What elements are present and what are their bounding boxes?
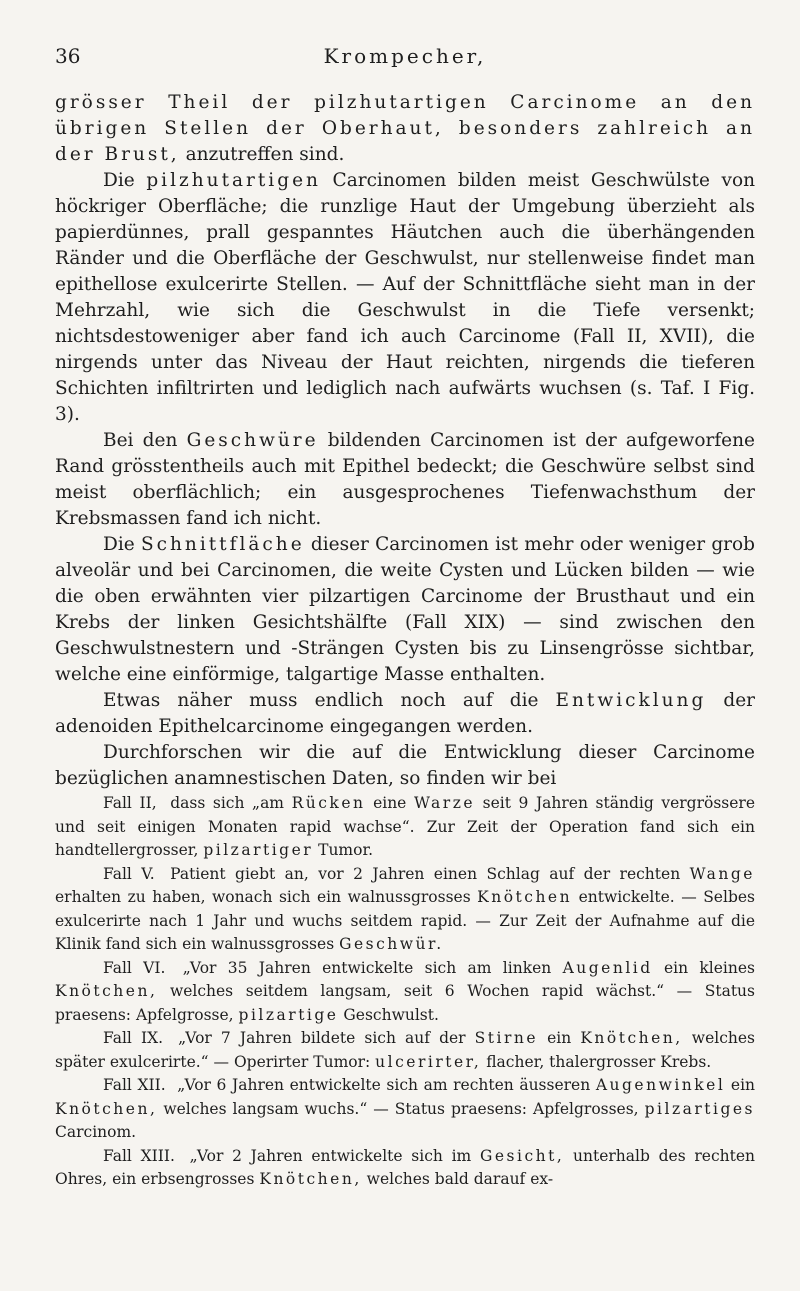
case-label: Fall IX. (103, 1029, 164, 1047)
spaced-text: Rücken (291, 794, 366, 812)
spaced-text: Warze (413, 794, 476, 812)
text-run: Durchforschen wir die auf die Entwicklung dieser Carcinome bezüglichen anamnestischen Daten, so finden wir bei (55, 742, 755, 789)
text-run: welches später exulcerirte.“ — Operirter Tumor: (55, 1029, 755, 1071)
text-run: flacher, thalergrosser Krebs. (481, 1052, 712, 1071)
case-entry (55, 1027, 755, 1074)
text-run: Carcinom. (55, 1123, 137, 1141)
case-reports (55, 792, 755, 1192)
text-run: welches bald darauf ex- (361, 1170, 554, 1188)
paragraph (55, 688, 755, 740)
text-run: dass sich „am (170, 794, 292, 812)
spaced-text: Entwicklung (555, 690, 707, 711)
spaced-text: pilzartige (238, 1005, 339, 1024)
spaced-text: Geschwüre (186, 430, 319, 451)
case-label: Fall XIII. (103, 1146, 175, 1165)
text-run: Etwas näher muss endlich noch auf die (103, 690, 556, 711)
text-run: eine (365, 794, 414, 812)
text-run: entwickelte. — Selbes exulcerirte nach 1 Jahr und wuchs seitdem rapid. — Zur Zeit der Aufnahme auf die Klinik fand sich ein walnussgrosses (55, 888, 755, 953)
text-run: Tumor. (313, 841, 374, 859)
text-run: „Vor 2 Jahren entwickelte sich im (189, 1146, 480, 1165)
case-entry (55, 863, 755, 957)
text-run: Carcinomen bilden meist Geschwülste von höckriger Oberfläche; die runzlige Haut der Umgebung überzieht als papierdünnes, prall gespanntes Häutchen auch die überhängenden Ränder und die Oberfläche der Geschwulst, nur stellenweise findet man epithellose exulcerirte Stellen. — Auf der Schnittfläche sieht man in der Mehrzahl, wie sich die Geschwulst in die Tiefe versenkt; nichtsdestoweniger aber fand ich auch Carcinome (Fall II, XVII), die nirgends unter das Niveau der Haut reichten, nirgends die tieferen Schichten infiltrirten und lediglich nach aufwärts wuchsen (s. Taf. I Fig. 3). (55, 170, 755, 425)
page-header (55, 44, 755, 74)
text-run: „Vor 6 Jahren entwickelte sich am rechten äusseren (177, 1076, 596, 1094)
text-run: seit 9 Jahren ständig vergrössere und seit einigen Monaten rapid wachse“. Zur Zeit der Operation fand sich ein handtellergrosser, (55, 794, 756, 859)
text-run: der adenoiden Epithelcarcinome eingegangen werden. (55, 690, 755, 737)
spaced-text: grösser Theil der pilzhutartigen Carcinome an den übrigen Stellen der Oberhaut, besonders zahlreich an der Brust, (55, 92, 755, 165)
text-run: ein (725, 1076, 756, 1094)
spaced-text: Wange (689, 864, 755, 883)
text-run: erhalten zu haben, wonach sich ein walnussgrosses (55, 888, 478, 906)
running-head: Krompecher, (323, 44, 487, 68)
case-entry (55, 1145, 755, 1192)
text-run: ein (538, 1029, 581, 1047)
spaced-text: ulcerirter, (375, 1052, 482, 1071)
spaced-text: pilzartiges (644, 1099, 755, 1118)
text-run: Geschwulst. (338, 1005, 439, 1024)
spaced-text: Knötchen, (55, 982, 158, 1000)
text-run: welches seitdem langsam, seit 6 Wochen rapid wächst.“ — Status praesens: Apfelgrosse, (55, 982, 755, 1024)
text-run: Die (103, 170, 147, 191)
case-entry (55, 792, 755, 863)
case-label: Fall XII. (103, 1076, 166, 1094)
paragraph (55, 168, 755, 428)
spaced-text: Augenlid (562, 958, 653, 977)
spaced-text: Schnittfläche (140, 534, 305, 555)
spaced-text: Knötchen (477, 888, 573, 906)
text-run: unterhalb des rechten Ohres, ein erbsengrosses (55, 1146, 755, 1188)
text-run: welches langsam wuchs.“ — Status praesens: Apfelgrosses, (157, 1099, 645, 1118)
case-label: Fall V. (103, 864, 155, 883)
page-number: 36 (55, 44, 81, 68)
spaced-text: Stirne (474, 1029, 539, 1047)
spaced-text: pilzhutartigen (146, 170, 321, 191)
paragraph (55, 532, 755, 688)
spaced-text: Knötchen, (259, 1170, 362, 1188)
case-label: Fall II, (103, 794, 157, 812)
case-entry (55, 957, 755, 1028)
text-run: Bei den (103, 430, 187, 451)
case-text (55, 865, 755, 954)
spaced-text: Gesicht, (479, 1146, 565, 1165)
spaced-text: Geschwür. (339, 935, 444, 953)
text-run: Patient giebt an, vor 2 Jahren einen Schlag auf der rechten (170, 864, 690, 883)
spaced-text: Augenwinkel (595, 1076, 726, 1094)
paragraph (55, 740, 755, 792)
text-run: ein kleines (652, 958, 755, 977)
case-label: Fall VI. (103, 958, 166, 977)
paragraph (55, 428, 755, 532)
spaced-text: pilzartiger (203, 841, 314, 859)
paragraph (55, 90, 755, 168)
text-run: dieser Carcinomen ist mehr oder weniger grob alveolär und bei Carcinomen, die weite Cysten und Lücken bilden — wie die oben erwähnten vier pilzartigen Carcinome der Brusthaut und ein Krebs der linken Gesichtshälfte (Fall XIX) — sind zwischen den Geschwulstnestern und -Strängen Cysten bis zu Linsengrösse sichtbar, welche eine einförmige, talgartige Masse enthalten. (55, 534, 755, 685)
text-run: anzutreffen sind. (179, 144, 345, 165)
spaced-text: Knötchen, (55, 1099, 158, 1118)
text-run: bildenden Carcinomen ist der aufgeworfene Rand grösstentheils auch mit Epithel bedeckt; die Geschwüre selbst sind meist oberflächlich; ein ausgesprochenes Tiefenwachsthum der Krebsmassen fand ich nicht. (55, 430, 755, 529)
case-entry (55, 1074, 755, 1145)
spaced-text: Knötchen, (580, 1029, 683, 1047)
text-run: „Vor 35 Jahren entwickelte sich am linken (182, 958, 563, 977)
text-run: Die (103, 534, 141, 555)
text-run: „Vor 7 Jahren bildete sich auf der (178, 1029, 475, 1047)
case-text (55, 794, 755, 859)
main-text (55, 90, 755, 792)
